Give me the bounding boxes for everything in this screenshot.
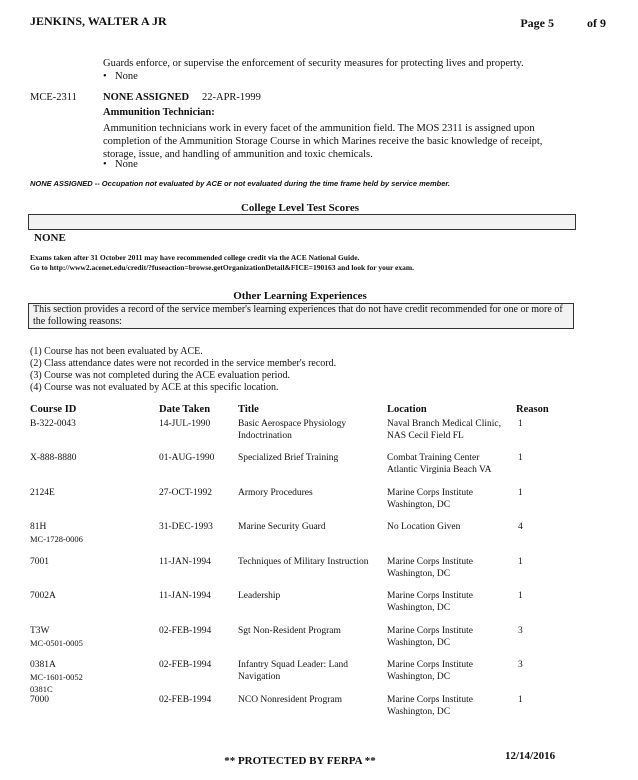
location-line-2: Washington, DC <box>387 569 451 579</box>
reason-1: (1) Course has not been evaluated by ACE. <box>30 346 203 357</box>
location-line-1: Marine Corps Institute <box>387 591 474 601</box>
location-line-2: Washington, DC <box>387 672 451 682</box>
date-taken: 02-FEB-1994 <box>159 660 212 670</box>
course-title: Basic Aerospace Physiology Indoctrination <box>238 419 347 441</box>
date-taken: 02-FEB-1994 <box>159 626 212 636</box>
location-line-2: Atlantic Virginia Beach VA <box>387 465 492 475</box>
course-id-alt: MC-1728-0006 <box>30 534 83 544</box>
course-id: 0381A <box>30 660 56 670</box>
clep-section-title: College Level Test Scores <box>240 202 360 214</box>
date-taken: 31-DEC-1993 <box>159 522 213 532</box>
location-line-2: NAS Cecil Field FL <box>387 431 464 441</box>
course-id-alt-2: 0381C <box>30 684 53 694</box>
course-title: Infantry Squad Leader: Land Navigation <box>238 660 348 682</box>
course-title: Specialized Brief Training <box>238 453 339 463</box>
reason-3: (3) Course was not completed during the ACE evaluation period. <box>30 370 290 381</box>
course-id: X-888-8880 <box>30 453 77 463</box>
course-id: 2124E <box>30 488 55 498</box>
location-line-1: Marine Corps Institute <box>387 626 474 636</box>
date-taken: 11-JAN-1994 <box>159 557 211 567</box>
member-name: JENKINS, WALTER A JR <box>30 14 167 28</box>
location-line-2: Washington, DC <box>387 638 451 648</box>
location-line-1: Marine Corps Institute <box>387 660 474 670</box>
course-title: Sgt Non-Resident Program <box>238 626 341 636</box>
course-id: 7001 <box>30 557 49 567</box>
col-course-id: Course ID <box>30 404 77 415</box>
location-line-1: No Location Given <box>387 522 461 532</box>
location-line-1: Marine Corps Institute <box>387 695 474 705</box>
ole-intro-text: This section provides a record of the service member's learning experiences that do not have credit recommended for one or more of the following reasons: <box>33 304 563 327</box>
clep-value: NONE <box>34 232 66 244</box>
course-title: NCO Nonresident Program <box>238 695 342 705</box>
reason-code: 1 <box>518 557 523 567</box>
course-title: Armory Procedures <box>238 488 313 498</box>
prev-occupation-bullet: • None <box>103 71 138 82</box>
location-line-1: Marine Corps Institute <box>387 488 474 498</box>
location-line-1: Marine Corps Institute <box>387 557 474 567</box>
ferpa-notice: ** PROTECTED BY FERPA ** <box>224 755 376 767</box>
occupation-code: MCE-2311 <box>30 92 77 103</box>
date-taken: 14-JUL-1990 <box>159 419 211 429</box>
course-id-alt: MC-1601-0052 <box>30 672 83 682</box>
ole-intro-box <box>28 303 574 329</box>
reason-code: 3 <box>518 660 523 670</box>
date-taken: 01-AUG-1990 <box>159 453 215 463</box>
reason-code: 4 <box>518 522 523 532</box>
course-id-alt: MC-0501-0005 <box>30 638 83 648</box>
reason-code: 1 <box>518 419 523 429</box>
clep-note-2: Go to http://www2.acenet.edu/credit/?fuseaction=browse.getOrganizationDetail&FICE=190163 and look for your exam. <box>30 263 415 272</box>
page-number: Page 5 <box>520 16 554 30</box>
course-title: Marine Security Guard <box>238 522 326 532</box>
occupation-bullet: • None <box>103 159 138 170</box>
occupation-description: Ammunition technicians work in every facet of the ammunition field. The MOS 2311 is assigned upon completion of the Ammunition Storage Course in which Marines receive the basic knowledge of receipt, storage, issue, and handling of ammunition and toxic chemicals. <box>103 123 543 160</box>
reason-code: 1 <box>518 695 523 705</box>
course-id: T3W <box>30 626 50 636</box>
col-location: Location <box>387 404 427 415</box>
course-id: 81H <box>30 522 47 532</box>
reason-code: 3 <box>518 626 523 636</box>
location-line-1: Combat Training Center <box>387 453 480 463</box>
reason-4: (4) Course was not evaluated by ACE at this specific location. <box>30 382 279 393</box>
ole-section-title: Other Learning Experiences <box>233 290 367 302</box>
clep-note-1: Exams taken after 31 October 2011 may have recommended college credit via the ACE National Guide. <box>30 253 360 262</box>
print-date: 12/14/2016 <box>505 750 556 762</box>
course-title: Leadership <box>238 591 281 601</box>
course-id: 7000 <box>30 695 49 705</box>
location-line-2: Washington, DC <box>387 603 451 613</box>
location-line-1: Naval Branch Medical Clinic, <box>387 419 501 429</box>
course-title: Techniques of Military Instruction <box>238 557 369 567</box>
location-line-2: Washington, DC <box>387 500 451 510</box>
reason-code: 1 <box>518 453 523 463</box>
col-title: Title <box>238 404 259 415</box>
course-id: 7002A <box>30 591 56 601</box>
occupation-title: Ammunition Technician: <box>103 107 215 118</box>
date-taken: 11-JAN-1994 <box>159 591 211 601</box>
date-taken: 02-FEB-1994 <box>159 695 212 705</box>
reason-code: 1 <box>518 591 523 601</box>
occupation-date: 22-APR-1999 <box>202 92 261 103</box>
reason-2: (2) Class attendance dates were not recorded in the service member's record. <box>30 358 337 369</box>
page-total: of 9 <box>587 16 606 30</box>
clep-header-box <box>28 214 576 230</box>
prev-occupation-description: Guards enforce, or supervise the enforcement of security measures for protecting lives and property. <box>103 58 524 69</box>
reason-code: 1 <box>518 488 523 498</box>
occupation-status: NONE ASSIGNED <box>103 92 190 103</box>
col-date-taken: Date Taken <box>159 404 211 415</box>
date-taken: 27-OCT-1992 <box>159 488 212 498</box>
location-line-2: Washington, DC <box>387 707 451 717</box>
course-id: B-322-0043 <box>30 419 76 429</box>
col-reason: Reason <box>516 404 549 415</box>
none-assigned-note: NONE ASSIGNED -- Occupation not evaluated by ACE or not evaluated during the time frame held by service member. <box>30 179 450 188</box>
